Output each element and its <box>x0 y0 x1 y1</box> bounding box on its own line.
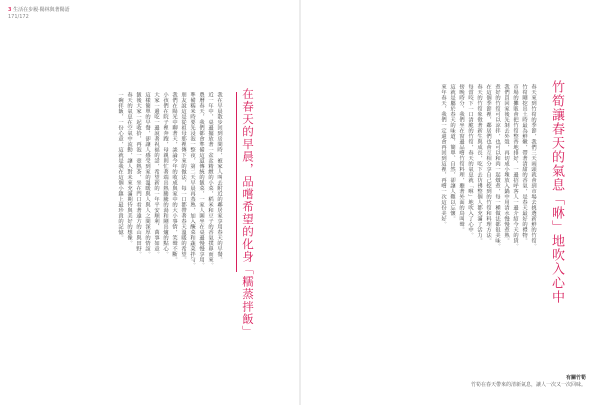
running-header <box>8 7 70 21</box>
right-text-column: 煮好的竹筍可以涼拌，也可以和肉一起燉煮，每一種做法都很美味。 <box>494 84 500 249</box>
right-text-column: 每當咬下一口清脆的竹筍，春天的氣息就「咻」地吹入了心中。 <box>467 84 473 238</box>
left-text-column: 農曆春天，我們都會準備這道傳統的飯菜，一家人圍坐在桌邊慢慢享用。 <box>198 92 204 268</box>
left-text-column: 我們在陽光中聊著天，談論今年的收成與家中的大小事情，笑聲不斷。 <box>171 92 177 263</box>
right-text-column: 我們買回家後先剝去外殼，再切成小塊放入鍋中用清水慢慢煮熟。 <box>503 84 509 244</box>
footer-subtitle: 竹筍在春天帶來的清新氣息，讓人一次又一次回味。 <box>470 382 586 388</box>
page-gutter <box>299 0 301 405</box>
page-numbers: 171/172 <box>8 14 29 20</box>
section-mark: 3 <box>8 7 12 13</box>
left-text-column: 準備糯米時要先浸泡一整夜，第二天早晨再蒸熟，加入醃菜和蔬菜拌勻。 <box>189 92 195 268</box>
right-text-column: 竹筍剛挖出土時最為鮮嫩，帶著清甜的香氣，是春天最好的禮物。 <box>521 84 527 244</box>
page-footer <box>471 375 586 389</box>
right-text-column: 傍晚時分，我們坐在窗邊品嚐竹筍料理，聽著外面的鳥叫聲。 <box>458 84 464 233</box>
right-page-heading: 竹筍讓春天的氣息「咻」地吹入心中 <box>549 80 564 304</box>
left-text-column: 春天的氣息在空氣中流動，讓人對未來充滿期待與美好的想像。 <box>126 92 132 246</box>
left-text-column: 小孩們在院子裡奔跑，母親則忙著端出熱騰騰的湯和剛出爐的點心。 <box>162 92 168 257</box>
left-text-column: 朋友說這是從祖母那裡傳下來的做法，每一口都帶著春天溫暖的希望。 <box>180 92 186 263</box>
left-text-column: 近一年中，桌邊擺放著一盆盆精緻的小菜，稻米和豆子的香氣撲鼻而來。 <box>207 92 213 268</box>
section-title: 生活在步履·陽林與著陽語 <box>13 7 70 13</box>
right-text-column: 春天的竹筍象徵著新生與成長，吃下去彷彿整個人都充滿了活力。 <box>476 84 482 244</box>
right-text-column: 春天來到竹筍的季節，我們三天兩頭就會到市場去挑選新鮮的竹筍。 <box>530 84 536 249</box>
left-text-column: 飯後大家一起收拾，再泡一壺熱茶，坐在門口看著遠方的山與田野。 <box>135 92 141 257</box>
footer-title: 有關竹筍 <box>565 375 586 381</box>
right-text-column: 這就是屬於春天的味道，簡單、自然，卻讓人難以忘懷。 <box>449 84 455 222</box>
left-text-column: 一碗拌飯，一份心意，這就是我在這個小鎮上最珍貴的記憶。 <box>117 92 123 241</box>
left-text-column: 我在早晨散步回到房間時，被家人叫去附近的鄰居家享用春天的早餐。 <box>216 92 222 263</box>
right-text-column: 市場的攤販會把竹筍整齊地排好，一邊招呼客人一邊介紹今天的貨。 <box>512 84 518 249</box>
right-text-column: 在這個季節裡，鄰居們也會互相分享自己挖到的竹筍和料理方法。 <box>485 84 491 244</box>
left-text-column: 這樣簡單的早餐，卻讓人感受到家的溫暖與人與人之間深厚的情誼。 <box>144 92 150 257</box>
heading-rule <box>236 92 237 272</box>
right-text-column: 來年春天，我們一定還會再回到這裡，再嚐一次這份美好。 <box>440 84 446 227</box>
left-page-heading: 在春天的早晨，品嚐希望的化身「糯蒸拌飯」 <box>241 88 255 338</box>
left-text-column: 大家一邊吃一邊說著祝福的話，希望新的一年平安順利、萬事如意。 <box>153 92 159 257</box>
